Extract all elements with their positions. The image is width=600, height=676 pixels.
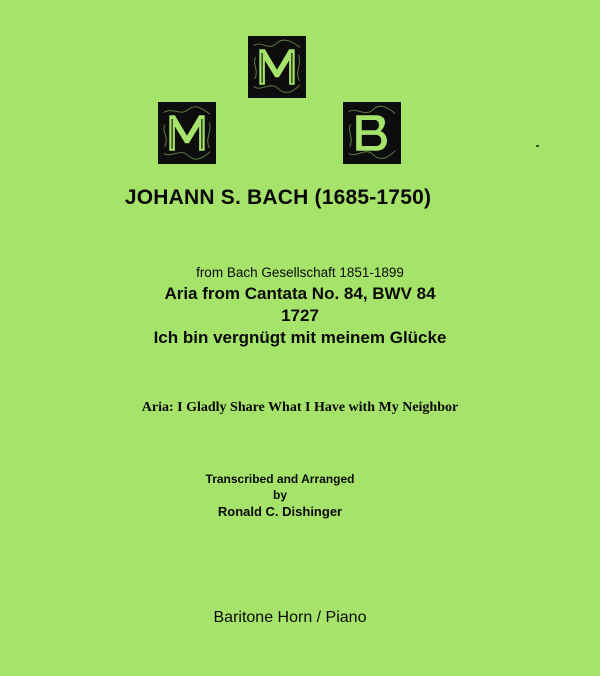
- paper-speck: [536, 145, 539, 147]
- credit-by: by: [272, 488, 287, 502]
- work-title-line-2: Ich bin vergnügt mit meinem Glücke: [153, 328, 447, 347]
- credit-label: Transcribed and Arranged: [205, 472, 355, 486]
- english-subtitle: Aria: I Gladly Share What I Have with My Neighbor: [141, 400, 459, 415]
- instrumentation: Baritone Horn / Piano: [213, 609, 367, 626]
- ornamental-b-icon: [345, 104, 399, 162]
- source-note: from Bach Gesellschaft 1851-1899: [196, 265, 404, 280]
- ornamental-m-icon: [160, 104, 214, 162]
- arranger-name: Ronald C. Dishinger: [217, 504, 343, 519]
- composer-heading: JOHANN S. BACH (1685-1750): [124, 186, 432, 209]
- ornamental-m-icon: [250, 38, 304, 96]
- logo-tile-b-right: [343, 102, 401, 164]
- work-title-line-1: Aria from Cantata No. 84, BWV 84: [164, 284, 436, 303]
- work-year: 1727: [281, 306, 319, 325]
- logo-tile-m-top: [248, 36, 306, 98]
- logo-tile-m-left: [158, 102, 216, 164]
